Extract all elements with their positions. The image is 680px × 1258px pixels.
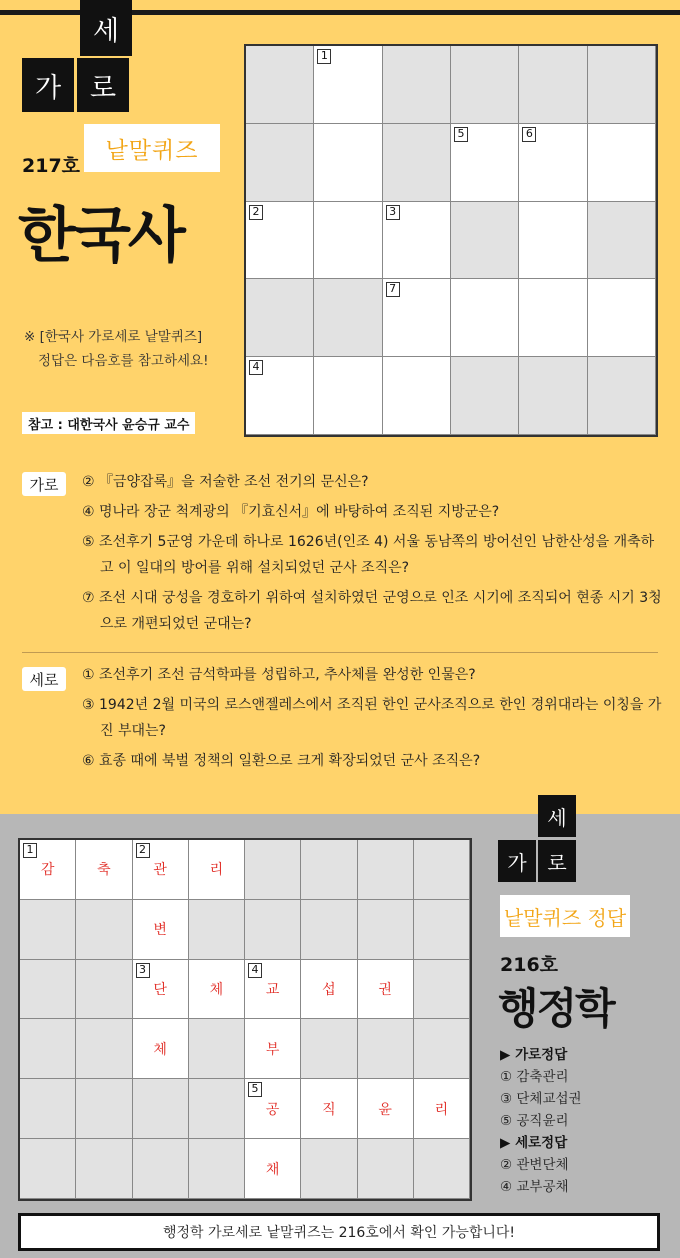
answer-grid-cell bbox=[189, 840, 245, 900]
answer-logo-se-box bbox=[538, 795, 576, 837]
quiz-grid-cell bbox=[383, 202, 451, 280]
answer-grid-cell bbox=[358, 1139, 414, 1199]
clue-number: 4 bbox=[248, 963, 262, 978]
answer-grid-cell bbox=[133, 960, 189, 1020]
answer-tag: 낱말퀴즈 정답 bbox=[500, 895, 630, 937]
answer-letter: 감 bbox=[40, 862, 55, 879]
down-answer-2: ④ 교부공채 bbox=[500, 1179, 569, 1195]
answer-letter: 단 bbox=[153, 982, 167, 999]
answer-grid-cell bbox=[189, 1019, 245, 1079]
answer-grid-cell bbox=[245, 900, 301, 960]
quiz-title: 한국사 bbox=[18, 201, 183, 271]
clue-number: 5 bbox=[248, 1082, 262, 1097]
quiz-grid-cell bbox=[451, 124, 519, 202]
across-answer-3: ⑤ 공직윤리 bbox=[500, 1113, 569, 1129]
quiz-grid-cell bbox=[383, 279, 451, 357]
answer-grid-cell bbox=[189, 900, 245, 960]
answer-letter: 윤 bbox=[378, 1101, 392, 1118]
answer-letter: 공 bbox=[265, 1101, 280, 1118]
answer-letter: 섭 bbox=[322, 982, 336, 999]
answer-grid-cell bbox=[20, 960, 76, 1020]
clue-item: ⑤ 조선후기 5군영 가운데 하나로 1626년(인조 4) 서울 동남쪽의 방어선인 남한산성을 개축하고 이 일대의 방어를 위해 설치되었던 군사 조직은? bbox=[82, 534, 655, 576]
answer-grid bbox=[18, 838, 472, 1201]
quiz-grid-cell bbox=[246, 357, 314, 435]
clue-number: 4 bbox=[249, 360, 263, 375]
across-answer-2: ③ 단체교섭권 bbox=[500, 1091, 582, 1107]
answer-letter: 교 bbox=[265, 982, 280, 999]
answer-grid-cell bbox=[20, 840, 76, 900]
issue-number: 217호 bbox=[22, 155, 81, 177]
answer-grid-cell bbox=[189, 1139, 245, 1199]
answer-grid-cell bbox=[245, 1019, 301, 1079]
answer-letter: 권 bbox=[378, 982, 392, 999]
quiz-grid-cell bbox=[451, 46, 519, 124]
answer-grid-cell bbox=[358, 1079, 414, 1139]
answer-logo-ro: 로 bbox=[547, 850, 567, 875]
clue-number: 1 bbox=[23, 843, 37, 858]
answer-logo-ga: 가 bbox=[507, 850, 527, 875]
down-label: 세로 bbox=[22, 667, 66, 691]
quiz-grid-cell bbox=[314, 124, 382, 202]
answer-logo-ga-box bbox=[498, 840, 536, 882]
answer-grid-cell bbox=[76, 1019, 132, 1079]
answer-grid-cell bbox=[414, 900, 470, 960]
answer-note bbox=[24, 325, 209, 373]
answer-grid-cell bbox=[414, 1079, 470, 1139]
answer-letter: 체 bbox=[153, 1041, 167, 1058]
quiz-grid-cell bbox=[246, 279, 314, 357]
answer-grid-cell bbox=[301, 900, 357, 960]
clue-item: ⑥ 효종 때에 북벌 정책의 일환으로 크게 확장되었던 군사 조직은? bbox=[82, 753, 481, 769]
clue-divider bbox=[22, 652, 658, 653]
answer-grid-cell bbox=[301, 840, 357, 900]
logo-ga: 가 bbox=[34, 72, 62, 104]
logo-ga-box bbox=[22, 58, 74, 112]
answer-grid-cell bbox=[76, 840, 132, 900]
answer-grid-cell bbox=[358, 1019, 414, 1079]
quiz-grid-cell bbox=[451, 357, 519, 435]
across-answer-1: ① 감축관리 bbox=[500, 1069, 569, 1085]
quiz-grid-cell bbox=[519, 124, 587, 202]
quiz-grid bbox=[244, 44, 658, 437]
quiz-grid-cell bbox=[383, 357, 451, 435]
answer-grid-cell bbox=[301, 1079, 357, 1139]
quiz-grid-cell bbox=[519, 357, 587, 435]
answer-grid-cell bbox=[414, 1139, 470, 1199]
quiz-grid-cell bbox=[246, 124, 314, 202]
clue-number: 3 bbox=[386, 205, 400, 220]
clue-item: ① 조선후기 조선 금석학파를 성립하고, 추사체를 완성한 인물은? bbox=[82, 667, 476, 683]
quiz-grid-cell bbox=[588, 202, 656, 280]
quiz-grid-cell bbox=[246, 202, 314, 280]
answer-letter: 채 bbox=[265, 1161, 280, 1178]
quiz-grid-cell bbox=[519, 46, 587, 124]
logo-ro-box bbox=[77, 58, 129, 112]
answer-grid-cell bbox=[414, 960, 470, 1020]
answer-grid-cell bbox=[301, 1139, 357, 1199]
answer-grid-cell bbox=[133, 1079, 189, 1139]
answer-grid-cell bbox=[414, 1019, 470, 1079]
logo-se: 세 bbox=[92, 15, 120, 47]
down-answer-heading: ▶ 세로정답 bbox=[500, 1135, 568, 1151]
answer-grid-cell bbox=[301, 1019, 357, 1079]
answer-grid-cell bbox=[358, 840, 414, 900]
down-answer-1: ② 관변단체 bbox=[500, 1157, 569, 1173]
across-label: 가로 bbox=[22, 472, 66, 496]
answer-grid-cell bbox=[20, 900, 76, 960]
clue-number: 1 bbox=[317, 49, 331, 64]
clue-number: 2 bbox=[249, 205, 263, 220]
quiz-tag: 낱말퀴즈 bbox=[84, 124, 220, 172]
down-clue-list bbox=[82, 662, 662, 778]
answer-grid-cell bbox=[245, 1079, 301, 1139]
reference-label: 참고 : 대한국사 윤승규 교수 bbox=[22, 412, 195, 434]
answer-letter: 리 bbox=[209, 862, 224, 879]
answer-grid-cell bbox=[76, 1079, 132, 1139]
logo-ro: 로 bbox=[89, 72, 117, 104]
answer-grid-cell bbox=[358, 900, 414, 960]
answer-letter: 변 bbox=[153, 922, 167, 939]
answer-grid-cell bbox=[189, 1079, 245, 1139]
answer-issue-number: 216호 bbox=[500, 954, 559, 976]
note-line-2: 정답은 다음호를 참고하세요! bbox=[38, 353, 209, 369]
note-line-1: ※ [한국사 가로세로 낱말퀴즈] bbox=[24, 329, 203, 345]
quiz-grid-cell bbox=[451, 279, 519, 357]
across-clue-list bbox=[82, 469, 662, 641]
answer-grid-cell bbox=[76, 1139, 132, 1199]
answer-grid-cell bbox=[133, 1139, 189, 1199]
answer-letter: 부 bbox=[265, 1041, 280, 1058]
answer-grid-cell bbox=[133, 840, 189, 900]
answer-grid-cell bbox=[245, 960, 301, 1020]
clue-item: ④ 명나라 장군 척계광의 『기효신서』에 바탕하여 조직된 지방군은? bbox=[82, 504, 500, 520]
clue-number: 6 bbox=[522, 127, 536, 142]
answer-letter: 리 bbox=[434, 1101, 449, 1118]
clue-item: ③ 1942년 2월 미국의 로스앤젤레스에서 조직된 한인 군사조직으로 한인 경위대라는 이칭을 가진 부대는? bbox=[82, 697, 662, 739]
answer-grid-cell bbox=[245, 1139, 301, 1199]
answer-title: 행정학 bbox=[498, 984, 614, 1033]
answer-list bbox=[500, 1044, 582, 1198]
quiz-grid-cell bbox=[314, 357, 382, 435]
clue-item: ② 『금양잡록』을 저술한 조선 전기의 문신은? bbox=[82, 474, 369, 490]
answer-grid-cell bbox=[20, 1019, 76, 1079]
answer-grid-cell bbox=[133, 1019, 189, 1079]
quiz-grid-cell bbox=[588, 46, 656, 124]
across-answer-heading: ▶ 가로정답 bbox=[500, 1047, 568, 1063]
answer-logo-se: 세 bbox=[547, 805, 567, 830]
answer-grid-cell bbox=[20, 1079, 76, 1139]
clue-item: ⑦ 조선 시대 궁성을 경호하기 위하여 설치하였던 군영으로 인조 시기에 조직되어 현종 시기 3청으로 개편되었던 군대는? bbox=[82, 590, 662, 632]
quiz-grid-cell bbox=[519, 202, 587, 280]
quiz-grid-cell bbox=[588, 279, 656, 357]
clue-number: 2 bbox=[136, 843, 150, 858]
answer-grid-cell bbox=[76, 960, 132, 1020]
clue-number: 5 bbox=[454, 127, 468, 142]
answer-grid-cell bbox=[358, 960, 414, 1020]
answer-logo-ro-box bbox=[538, 840, 576, 882]
quiz-grid-cell bbox=[588, 124, 656, 202]
clue-number: 7 bbox=[386, 282, 400, 297]
answer-letter: 관 bbox=[153, 862, 167, 879]
quiz-grid-cell bbox=[246, 46, 314, 124]
answer-grid-cell bbox=[189, 960, 245, 1020]
logo-se-box bbox=[80, 0, 132, 56]
quiz-grid-cell bbox=[383, 124, 451, 202]
quiz-grid-cell bbox=[451, 202, 519, 280]
quiz-grid-cell bbox=[314, 202, 382, 280]
answer-letter: 체 bbox=[209, 982, 224, 999]
clue-number: 3 bbox=[136, 963, 150, 978]
answer-letter: 축 bbox=[97, 862, 111, 879]
footer-notice: 행정학 가로세로 낱말퀴즈는 216호에서 확인 가능합니다! bbox=[18, 1213, 660, 1251]
quiz-grid-cell bbox=[588, 357, 656, 435]
quiz-grid-cell bbox=[383, 46, 451, 124]
answer-letter: 직 bbox=[322, 1101, 336, 1118]
answer-grid-cell bbox=[301, 960, 357, 1020]
answer-grid-cell bbox=[414, 840, 470, 900]
answer-grid-cell bbox=[76, 900, 132, 960]
answer-grid-cell bbox=[133, 900, 189, 960]
answer-grid-cell bbox=[245, 840, 301, 900]
answer-grid-cell bbox=[20, 1139, 76, 1199]
quiz-grid-cell bbox=[314, 46, 382, 124]
quiz-grid-cell bbox=[519, 279, 587, 357]
quiz-grid-cell bbox=[314, 279, 382, 357]
